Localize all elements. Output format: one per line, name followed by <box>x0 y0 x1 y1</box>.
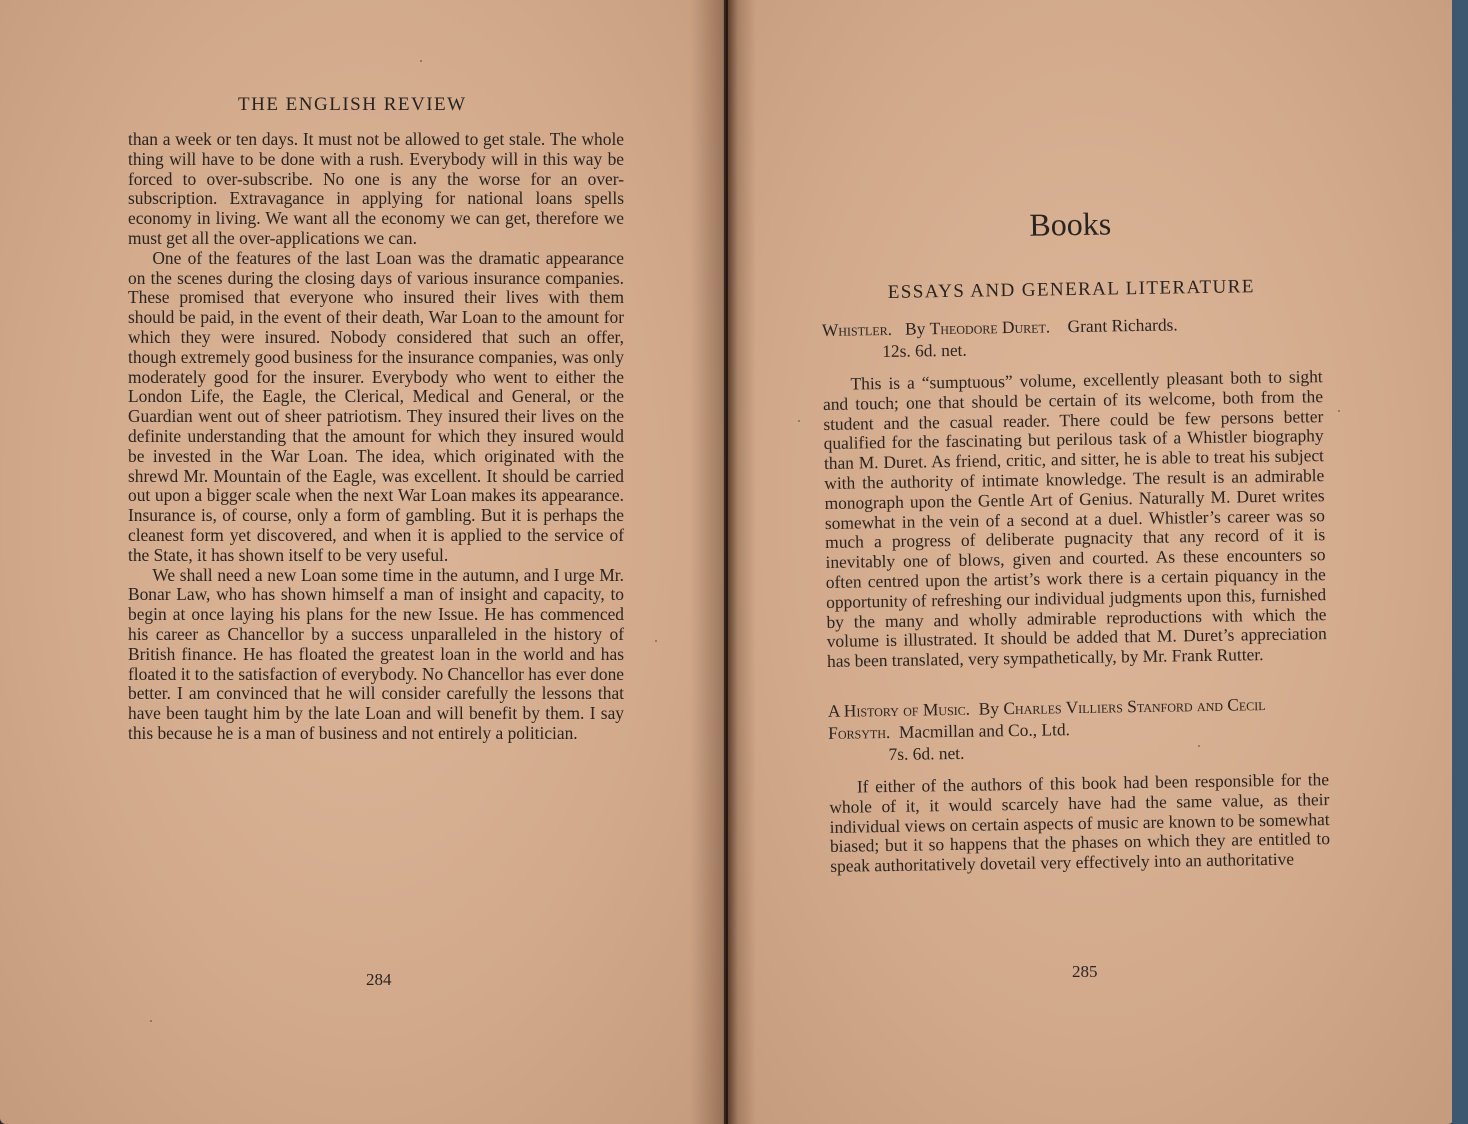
paragraph: One of the features of the last Loan was the dramatic appearance on the scenes during the closing days of various insurance companies. These promised that everyone who insured their lives with them should be paid, in the event of their death, War Loan to the amount for which they were insured. Nobody considered that such an offer, though extremely good business for the insurance companies, was only moderately good for the insurer. Everybody who went to either the London Life, the Eagle, the Clerical, Medical and General, or the Guardian went out of sheer patriotism. They insured their lives on the definite understanding that the amount for which they insured would be invested in the War Loan. The idea, which originated with the shrewd Mr. Mountain of the Eagle, was excellent. It should be carried out upon a bigger scale when the next War Loan makes its appearance. Insurance is, of course, only a form of gambling. But it is perhaps the cleanest form yet discovered, and when it is applied to the service of the State, it has shown itself to be very useful. <box>128 247 624 565</box>
entry-heading <box>822 311 1323 363</box>
paper-speck <box>420 60 422 62</box>
review-text: If either of the authors of this book had been responsible for the whole of it, it would scarcely have had the same value, as their individual views on certain aspects of music are known to be somewhat biased; but it so happens that the phases on which they are entitled to speak authoritatively dovetail very effectively into an authoritative <box>829 769 1331 877</box>
paper-speck <box>150 1020 152 1022</box>
paper-speck <box>655 640 657 642</box>
price: 12s. 6d. net. <box>882 339 967 362</box>
section-heading: ESSAYS AND GENERAL LITERATURE <box>887 276 1255 303</box>
gutter-shadow <box>690 0 728 1124</box>
review-text: This is a “sumptuous” volume, excellently pleasant both to sight and touch; one that should be certain of its welcome, both from the student and the casual reader. There could be few persons better qualified for the fascinating but perilous task of a Whistler biography than M. Duret. As friend, critic, and sitter, he is able to treat his subject with the authority of intimate knowledge. The result is an admirable monograph upon the Gentle Art of Genius. Naturally M. Duret writes somewhat in the vein of a second at a duel. Whistler’s career was so much a progress of deliberate pugnacity that any record of it is inevitably one of blows, given and courted. As these encounters so often centred upon the artist’s work there is a certain piquancy in the opportunity of refreshing our individual judgments upon this, furnished by the many and wholly admirable reproductions with which the volume is illustrated. It should be added that M. Duret’s appreciation has been translated, very sympathetically, by Mr. Frank Rutter. <box>822 366 1327 672</box>
review-entry <box>822 311 1327 672</box>
cover-edge <box>1452 0 1468 1124</box>
review-entry <box>828 692 1331 877</box>
by-label: By <box>904 318 926 339</box>
by-label: By <box>978 698 1000 719</box>
left-text-column <box>128 130 624 744</box>
gutter-shadow <box>726 0 756 1124</box>
paragraph: than a week or ten days. It must not be allowed to get stale. The whole thing will have to be done with a rush. Everybody will in this way be forced to over-subscribe. No one is any the worse for an over-subscription. Extravagance in applying for national loans spells economy in living. We want all the economy we can get, therefore we must get all the over-applications we can. <box>128 129 624 248</box>
book-title: Whistler. <box>821 318 893 340</box>
publisher: Macmillan and Co., Ltd. <box>898 719 1071 742</box>
running-head: THE ENGLISH REVIEW <box>238 94 467 115</box>
right-text-column <box>820 202 1330 877</box>
paragraph: We shall need a new Loan some time in the autumn, and I urge Mr. Bonar Law, who has shown himself a man of insight and capacity, to begin at once laying his plans for the new Issue. He has commenced his career as Chancellor by a success unparalleled in the history of British finance. He has floated the greatest loan in the world and has floated it to the satisfaction of everybody. No Chancellor has ever done better. I am convinced that he will consider carefully the lessons that have been taught him by the late Loan and will benefit by them. I say this because he is a man of business and not entirely a politician. <box>128 564 624 743</box>
left-page <box>0 0 724 1124</box>
publisher: Grant Richards. <box>1067 314 1178 337</box>
paper-speck <box>798 420 800 422</box>
page-number: 285 <box>1072 962 1098 981</box>
book-title: A History of Music. <box>827 698 971 721</box>
paper-speck <box>1338 410 1340 412</box>
entry-heading <box>828 692 1329 766</box>
price: 7s. 6d. net. <box>888 742 965 764</box>
author-name: Charles Villiers Stanford and Cecil Forsyth. <box>828 694 1266 743</box>
author-name: Theodore Duret. <box>929 316 1051 339</box>
page-title: Books <box>1029 205 1112 243</box>
page-number: 284 <box>366 970 392 989</box>
